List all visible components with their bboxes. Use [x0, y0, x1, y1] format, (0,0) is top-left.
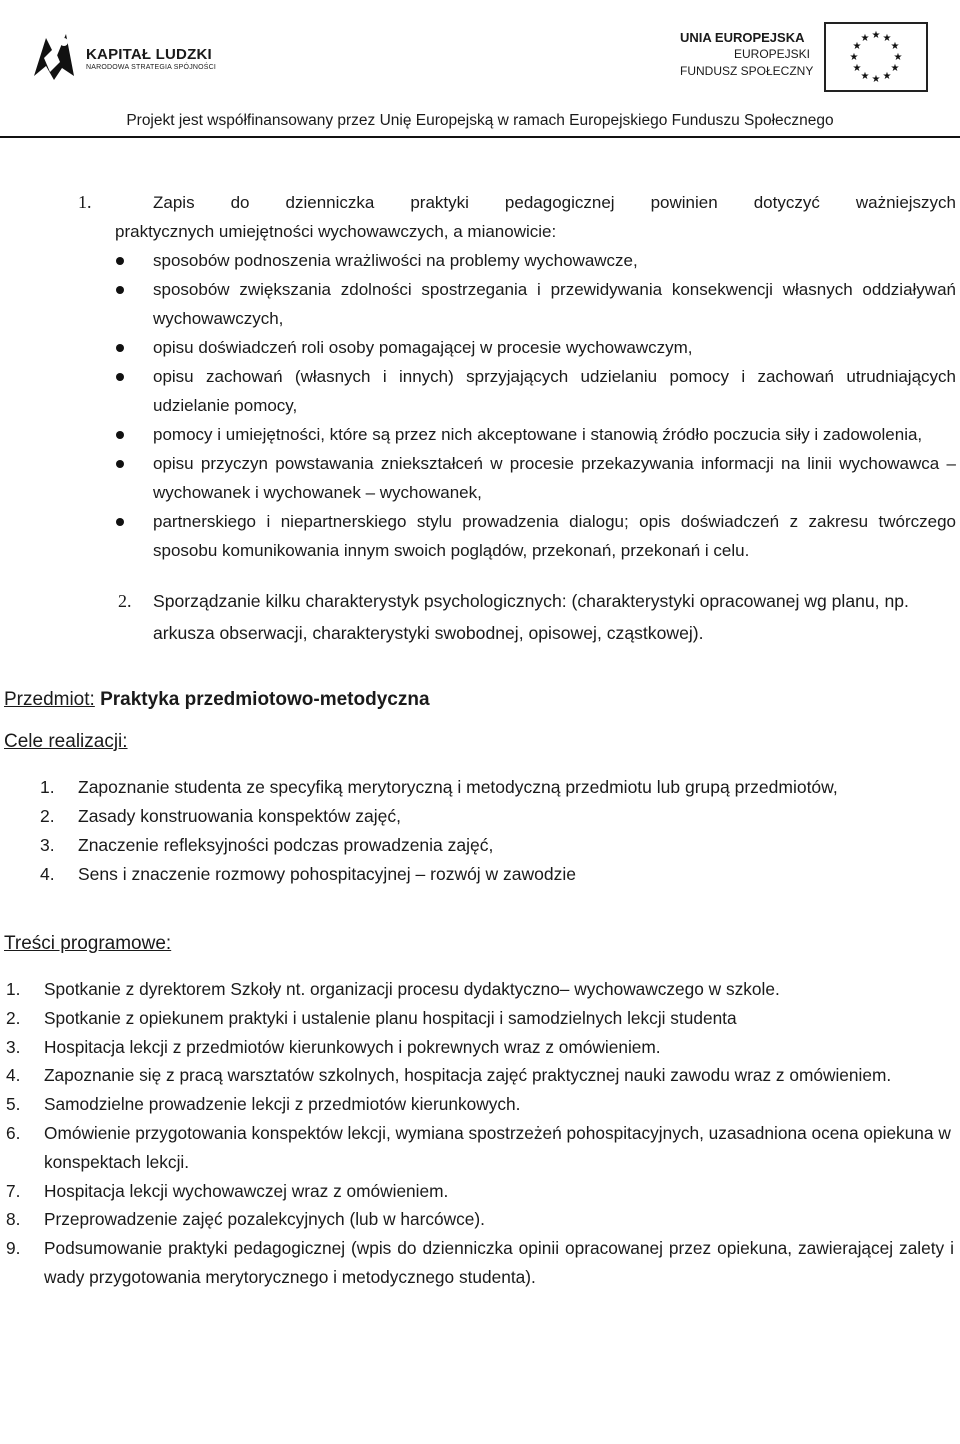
- goal-text: Sens i znaczenie rozmowy pohospitacyjnej – rozwój w zawodzie: [78, 864, 577, 884]
- eu-stars-icon: [826, 24, 926, 90]
- logo-title: KAPITAŁ LUDZKI: [86, 46, 212, 63]
- program-text: Spotkanie z dyrektorem Szkoły nt. organizacji procesu dydaktyczno– wychowawczego w szkole.: [44, 979, 780, 999]
- goal-number: 4.: [40, 864, 55, 884]
- logo-subtitle: NARODOWA STRATEGIA SPÓJNOŚCI: [86, 64, 217, 71]
- program-item: [0, 1061, 960, 1090]
- program-number: 4.: [6, 1065, 21, 1086]
- item-2-text: Sporządzanie kilku charakterystyk psychologicznych: (charakterystyki opracowanej wg planu, np. arkusza obserwacji, charakterystyki swobodnej, opisowej, cząstkowej).: [153, 591, 909, 643]
- program-text: Hospitacja lekcji z przedmiotów kierunkowych i pokrewnych wraz z omówieniem.: [44, 1036, 661, 1057]
- goals-heading: [0, 727, 960, 757]
- goals-heading-text: Cele realizacji:: [4, 731, 128, 752]
- goals-list: [0, 773, 960, 889]
- eu-label-line3: FUNDUSZ SPOŁECZNY: [680, 64, 814, 78]
- bullet-item: sposobów zwiększania zdolności spostrzegania i przewidywania konsekwencji własnych oddziaływań wychowawczych,: [0, 275, 960, 333]
- bullet-item: sposobów podnoszenia wrażliwości na problemy wychowawcze,: [0, 246, 960, 275]
- program-item: [0, 1033, 960, 1062]
- goal-text: Zasady konstruowania konspektów zajęć,: [78, 806, 401, 826]
- program-text: Podsumowanie praktyki pedagogicznej (wpis do dzienniczka opinii opracowanej przez opiekuna, zawierającej zalety i wady przygotowania merytorycznego i metodycznego studenta).: [44, 1238, 954, 1287]
- item-number: 2.: [118, 591, 132, 611]
- program-text: Zapoznanie się z pracą warsztatów szkolnych, hospitacja zajęć praktycznej nauki zawodu wraz z omówieniem.: [44, 1065, 892, 1086]
- cofinancing-note: Projekt jest współfinansowany przez Unię Europejską w ramach Europejskiego Funduszu Społecznego: [126, 112, 834, 129]
- page-header: [0, 0, 960, 140]
- program-item: [0, 1177, 960, 1206]
- program-number: 3.: [6, 1036, 21, 1057]
- kapital-ludzki-logo: [26, 28, 82, 84]
- program-text: Przeprowadzenie zajęć pozalekcyjnych (lub w harcówce).: [44, 1209, 485, 1230]
- bullet-item: partnerskiego i niepartnerskiego stylu prowadzenia dialogu; opis doświadczeń z zakresu twórczego sposobu komunikowania innym swoich poglądów, przekonań, przekonań i celu.: [0, 507, 960, 565]
- svg-text:★: ★: [871, 74, 881, 85]
- program-heading: [0, 929, 960, 959]
- subject-name: Praktyka przedmiotowo-metodyczna: [100, 689, 430, 710]
- program-number: 8.: [6, 1209, 21, 1230]
- item-2: [0, 585, 960, 649]
- bullet-item: pomocy i umiejętności, które są przez nich akceptowane i stanowią źródło poczucia siły i zadowolenia,: [0, 420, 960, 449]
- goal-item: [0, 773, 960, 802]
- program-text: Samodzielne prowadzenie lekcji z przedmiotów kierunkowych.: [44, 1094, 521, 1115]
- svg-text:★: ★: [852, 41, 862, 52]
- goal-number: 1.: [40, 777, 55, 797]
- goal-item: [0, 831, 960, 860]
- bullet-item: opisu zachowań (własnych i innych) sprzyjających udzielaniu pomocy i zachowań utrudniających udzielanie pomocy,: [0, 362, 960, 420]
- goal-item: [0, 860, 960, 889]
- svg-text:★: ★: [871, 30, 881, 41]
- item-1-continuation: praktycznych umiejętności wychowawczych, a mianowicie:: [115, 222, 557, 241]
- svg-text:★: ★: [852, 63, 862, 74]
- program-item: [0, 1234, 960, 1292]
- svg-text:★: ★: [893, 52, 903, 63]
- document-body: [0, 188, 960, 1292]
- program-number: 2.: [6, 1007, 21, 1028]
- eu-flag-icon: [824, 22, 928, 92]
- item-1-first-line: Zapis do dzienniczka praktyki pedagogicznej powinien dotyczyć ważniejszych: [153, 193, 956, 212]
- program-item: [0, 1004, 960, 1033]
- subject-heading: [0, 685, 960, 715]
- svg-text:★: ★: [890, 41, 900, 52]
- bullet-item: opisu doświadczeń roli osoby pomagającej w procesie wychowawczym,: [0, 333, 960, 362]
- svg-text:★: ★: [860, 71, 870, 82]
- goal-text: Znaczenie refleksyjności podczas prowadzenia zajęć,: [78, 835, 494, 855]
- program-number: 6.: [6, 1122, 21, 1143]
- program-number: 9.: [6, 1238, 21, 1259]
- item-number: 1.: [78, 192, 92, 212]
- svg-text:★: ★: [849, 52, 859, 63]
- subject-label: Przedmiot:: [4, 689, 95, 710]
- program-item: [0, 975, 960, 1004]
- item-1: [0, 188, 956, 246]
- program-number: 1.: [6, 979, 21, 999]
- skills-bullet-list: [0, 246, 960, 565]
- svg-text:★: ★: [890, 63, 900, 74]
- program-number: 7.: [6, 1180, 21, 1201]
- header-divider: [0, 136, 960, 138]
- svg-text:★: ★: [860, 33, 870, 44]
- program-text: Omówienie przygotowania konspektów lekcji, wymiana spostrzeżeń pohospitacyjnych, uzasadniona ocena opiekuna w konspektach lekcji.: [44, 1122, 951, 1172]
- program-text: Hospitacja lekcji wychowawczej wraz z omówieniem.: [44, 1180, 449, 1201]
- program-item: [0, 1119, 960, 1177]
- program-item: [0, 1090, 960, 1119]
- program-number: 5.: [6, 1094, 21, 1115]
- svg-text:★: ★: [882, 71, 892, 82]
- goal-number: 3.: [40, 835, 55, 855]
- program-list: [0, 975, 960, 1292]
- program-text: Spotkanie z opiekunem praktyki i ustalenie planu hospitacji i samodzielnych lekcji studenta: [44, 1007, 737, 1028]
- eu-label-line1: UNIA EUROPEJSKA: [680, 30, 805, 45]
- bullet-item: opisu przyczyn powstawania zniekształceń w procesie przekazywania informacji na linii wychowawca – wychowanek i wychowanek – wychowanek,: [0, 449, 960, 507]
- program-heading-text: Treści programowe:: [4, 933, 172, 954]
- goal-item: [0, 802, 960, 831]
- program-item: [0, 1205, 960, 1234]
- goal-number: 2.: [40, 806, 55, 826]
- goal-text: Zapoznanie studenta ze specyfiką merytoryczną i metodyczną przedmiotu lub grupą przedmiotów,: [78, 777, 838, 797]
- eu-label-line2: EUROPEJSKI: [734, 47, 811, 61]
- svg-text:★: ★: [882, 33, 892, 44]
